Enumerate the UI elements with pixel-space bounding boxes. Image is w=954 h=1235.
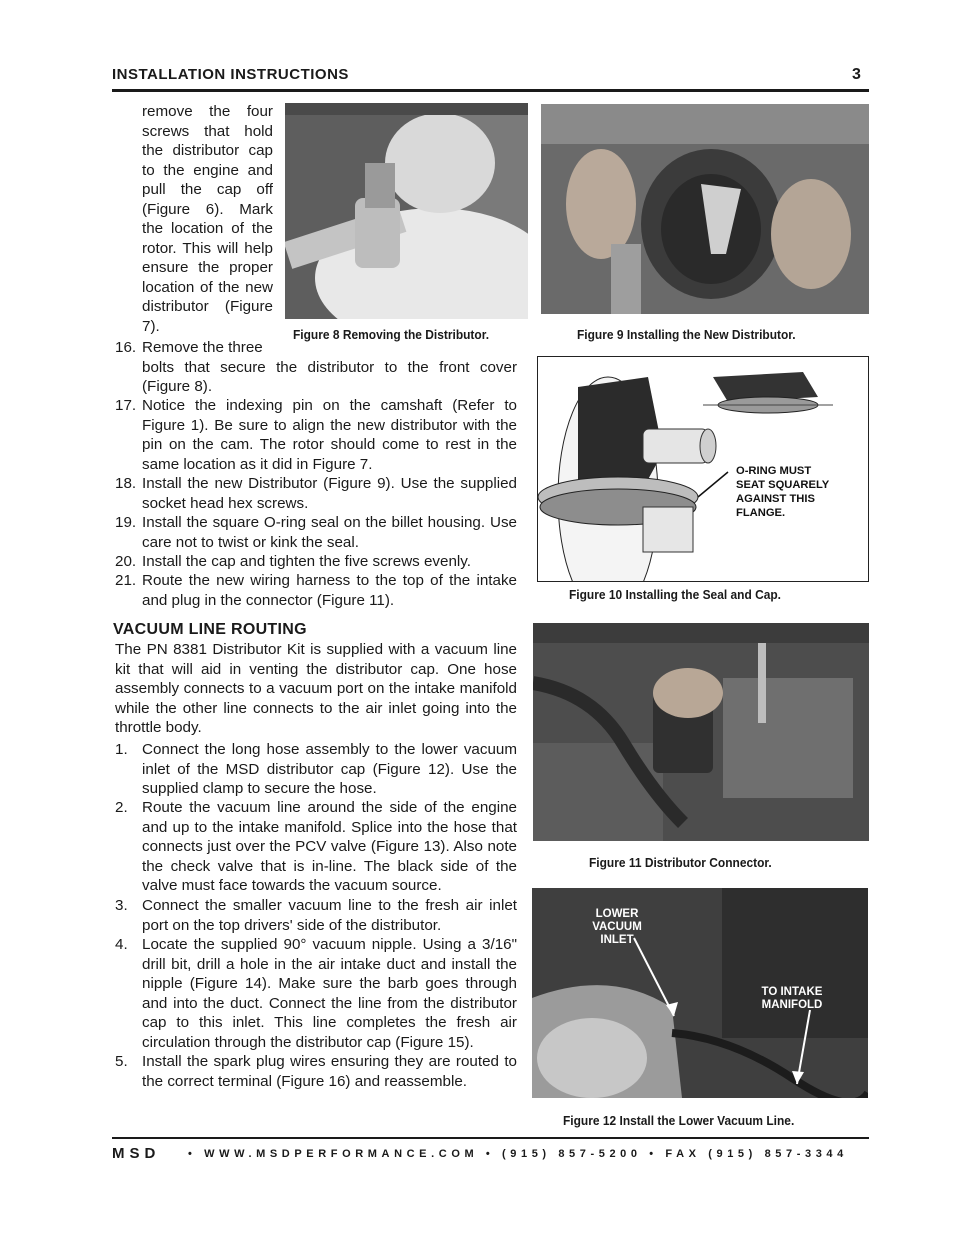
step-text: Connect the smaller vacuum line to the fresh air inlet port on the top drivers' side of the distributor. xyxy=(142,897,517,934)
step-text: Notice the indexing pin on the camshaft (Refer to Figure 1). Be sure to align the new distributor with the pin on the cam. The rotor should come to rest in the same location as it did in Figure 7. xyxy=(142,397,517,473)
step-17 xyxy=(115,396,517,474)
footer-brand: MSD xyxy=(112,1145,161,1162)
step-text: Install the cap and tighten the five screws evenly. xyxy=(142,553,471,570)
figure-11-caption: Figure 11 Distributor Connector. xyxy=(589,855,772,870)
step-text: Install the square O-ring seal on the billet housing. Use care not to twist or kink the seal. xyxy=(142,514,517,551)
step-text: Route the new wiring harness to the top of the intake and plug in the connector (Figure 11). xyxy=(142,572,517,609)
step-19 xyxy=(115,513,517,552)
callout-line: SEAT SQUARELY xyxy=(736,479,830,491)
step-text: bolts that secure the distributor to the front cover (Figure 8). xyxy=(142,358,517,395)
step-number: 18. xyxy=(115,475,137,492)
callout-line: FLANGE. xyxy=(736,507,786,519)
label-line: INLET xyxy=(600,934,634,946)
figure-12-label-lower-vacuum xyxy=(572,908,662,947)
vacuum-step-4 xyxy=(115,935,517,1052)
step-number: 1. xyxy=(115,741,128,758)
step-20 xyxy=(115,552,517,572)
vacuum-step-3 xyxy=(115,896,517,935)
figure-10-caption: Figure 10 Installing the Seal and Cap. xyxy=(569,587,782,602)
section-intro: The PN 8381 Distributor Kit is supplied with a vacuum line kit that will aid in venting the distributor cap. One hose assembly connects to a vacuum port on the intake manifold while the other line connects to the air inlet going into the throttle body. xyxy=(115,641,517,736)
step-lead: Remove the three xyxy=(142,339,263,356)
step-number: 5. xyxy=(115,1053,128,1070)
callout-line: O-RING MUST xyxy=(736,465,812,477)
section-heading: VACUUM LINE ROUTING xyxy=(113,621,307,638)
callout-line: AGAINST THIS xyxy=(736,493,815,505)
page-header-title: INSTALLATION INSTRUCTIONS xyxy=(112,66,349,83)
step-text: Install the new Distributor (Figure 9). Use the supplied socket head hex screws. xyxy=(142,475,517,512)
figure-8-caption: Figure 8 Removing the Distributor. xyxy=(293,327,490,342)
figure-8-photo xyxy=(285,103,528,319)
label-line: LOWER VACUUM xyxy=(592,908,642,933)
step-18 xyxy=(115,474,517,513)
step-number: 16. xyxy=(115,339,137,356)
step-21 xyxy=(115,571,517,610)
figure-10-callout xyxy=(736,464,829,520)
figure-11-photo xyxy=(533,623,869,841)
step-number: 3. xyxy=(115,897,128,914)
step-text: Install the spark plug wires ensuring they are routed to the correct terminal (Figure 16) and reassemble. xyxy=(142,1053,517,1090)
vacuum-step-2 xyxy=(115,798,517,896)
label-line: TO INTAKE xyxy=(761,986,823,998)
step-number: 19. xyxy=(115,514,137,531)
step-text: Locate the supplied 90° vacuum nipple. Using a 3/16" drill bit, drill a hole in the air intake duct and install the nipple (Figure 14). Make sure the barb goes through and into the duct. Connect the line from the distributor cap to this inlet. This line completes the fresh air circulation through the distributor cap (Figure 15). xyxy=(142,936,517,1051)
figure-12-caption: Figure 12 Install the Lower Vacuum Line. xyxy=(563,1113,795,1128)
step-number: 21. xyxy=(115,572,137,589)
label-line: MANIFOLD xyxy=(761,999,823,1011)
step-number: 2. xyxy=(115,799,128,816)
step-number: 17. xyxy=(115,397,137,414)
step-number: 4. xyxy=(115,936,128,953)
figure-12-label-intake xyxy=(752,986,832,1012)
page-number: 3 xyxy=(852,66,861,83)
step-text: Route the vacuum line around the side of the engine and up to the intake manifold. Splice into the hose that connects just over the PCV valve (Figure 13). Also note the check valve that is in-line. The black side of the valve must face towards the vacuum source. xyxy=(142,799,517,894)
footer-rule xyxy=(112,1137,869,1139)
vacuum-step-5 xyxy=(115,1052,517,1091)
header-rule xyxy=(112,89,869,92)
footer-contact-info: • WWW.MSDPERFORMANCE.COM • (915) 857-5200 • FAX (915) 857-3344 xyxy=(188,1148,848,1160)
vacuum-step-1 xyxy=(115,740,517,799)
figure-9-photo xyxy=(541,104,869,314)
intro-continuation: remove the four screws that hold the distributor cap to the engine and pull the cap off (Figure 6). Mark the location of the rotor. This will help ensure the proper location of the new distributor (Figure 7). xyxy=(142,103,273,335)
figure-9-caption: Figure 9 Installing the New Distributor. xyxy=(577,327,796,342)
step-text: Connect the long hose assembly to the lower vacuum inlet of the MSD distributor cap (Figure 12). Use the supplied clamp to secure the hose. xyxy=(142,741,517,797)
step-number: 20. xyxy=(115,553,137,570)
step-16 xyxy=(115,338,517,397)
